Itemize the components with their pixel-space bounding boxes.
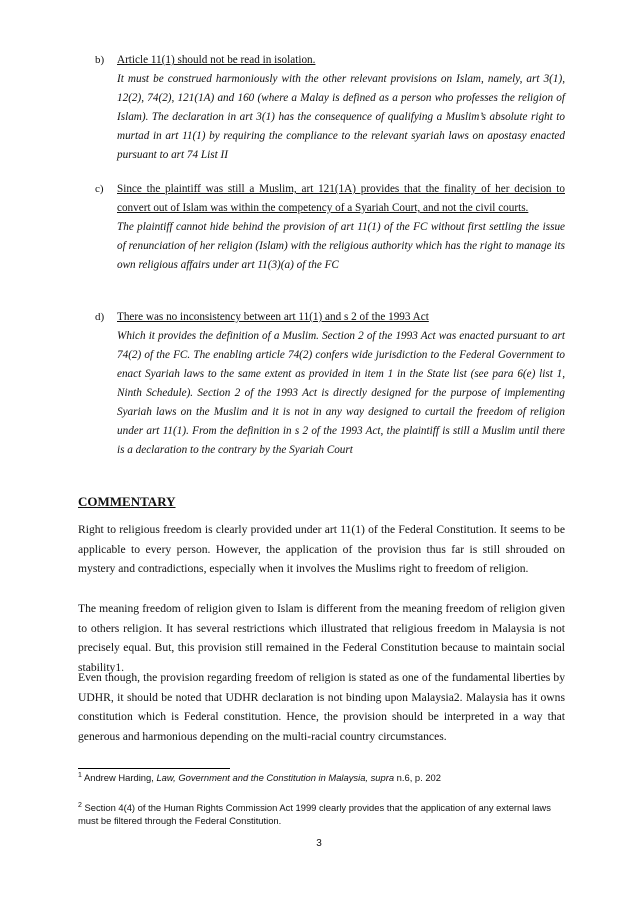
footnote-mark: 2 <box>78 801 82 809</box>
item-detail: Which it provides the definition of a Muslim. Section 2 of the 1993 Act was enacted pursuant to art 74(2) of the FC. The enabling article 74(2) confers wide jurisdiction to the Federal Government to enact Syariah laws to the same extent as provided in item 1 in the State list (see para 6(e) list 1, Ninth Schedule). Section 2 of the 1993 Act is directly designed for the purpose of implementing Syariah laws on the Muslim and it is not in any way designed to curtail the freedom of religion under art 11(1). From the definition in s 2 of the 1993 Act, the plaintiff is still a Muslim until there is a declaration to the contrary by the Syariah Court <box>117 330 565 456</box>
list-marker: d) <box>95 311 105 323</box>
item-heading: There was no inconsistency between art 11(1) and s 2 of the 1993 Act <box>117 311 429 323</box>
footnote-mark: 1 <box>78 771 82 779</box>
commentary-heading: COMMENTARY <box>78 494 176 509</box>
footnote-text: Section 4(4) of the Human Rights Commission Act 1999 clearly provides that the application of any external laws must be filtered through the Federal Constitution. <box>78 802 551 826</box>
page-number: 3 <box>316 838 322 849</box>
item-detail: The plaintiff cannot hide behind the provision of art 11(1) of the FC without first settling the issue of renunciation of her religion (Islam) with the religious authority which has the right to manage its own religious affairs under art 11(3)(a) of the FC <box>117 221 565 271</box>
list-item-b <box>95 51 565 165</box>
footnote-2 <box>78 801 565 827</box>
list-item-d <box>95 308 565 460</box>
footnote-1 <box>78 771 565 784</box>
list-item-c <box>95 180 565 275</box>
item-heading: Article 11(1) should not be read in isolation. <box>117 54 316 66</box>
commentary-paragraph: The meaning freedom of religion given to Islam is different from the meaning freedom of religion given to others religion. It has several restrictions which illustrated that religious freedom in Malaysia is not precisely equal. But, this provision still remained in the Federal Constitution because to maintain social stability1. <box>78 602 565 674</box>
footnote-suffix: n.6, p. 202 <box>394 772 441 783</box>
commentary-paragraph: Right to religious freedom is clearly provided under art 11(1) of the Federal Constitution. It seems to be applicable to every person. However, the application of the provision thus far is still shrouded on mystery and contradictions, especially when it involves the Muslims right to freedom of religion. <box>78 523 565 575</box>
footnote-italic-title: Law, Government and the Constitution in Malaysia, supra <box>156 772 395 783</box>
list-marker: b) <box>95 54 105 66</box>
footnote-divider <box>78 768 230 769</box>
item-detail: It must be construed harmoniously with the other relevant provisions on Islam, namely, art 3(1), 12(2), 74(2), 121(1A) and 160 (where a Malay is defined as a person who professes the religion of Islam). The declaration in art 3(1) has the consequence of qualifying a Muslim’s absolute right to murtad in art 11(1) by requiring the compliance to the relevant syariah laws on apostasy enacted pursuant to art 74 List II <box>117 73 565 161</box>
item-heading: Since the plaintiff was still a Muslim, art 121(1A) provides that the finality of her decision to convert out of Islam was within the competency of a Syariah Court, and not the civil courts. <box>117 183 565 214</box>
commentary-paragraph: Even though, the provision regarding freedom of religion is stated as one of the fundamental liberties by UDHR, it should be noted that UDHR declaration is not binding upon Malaysia2. Malaysia has it owns constitution which is Federal constitution. Hence, the provision should be interpreted in a way that generous and harmonious depending on the multi-racial country circumstances. <box>78 671 565 743</box>
list-marker: c) <box>95 183 104 195</box>
footnote-prefix: Andrew Harding, <box>81 772 157 783</box>
